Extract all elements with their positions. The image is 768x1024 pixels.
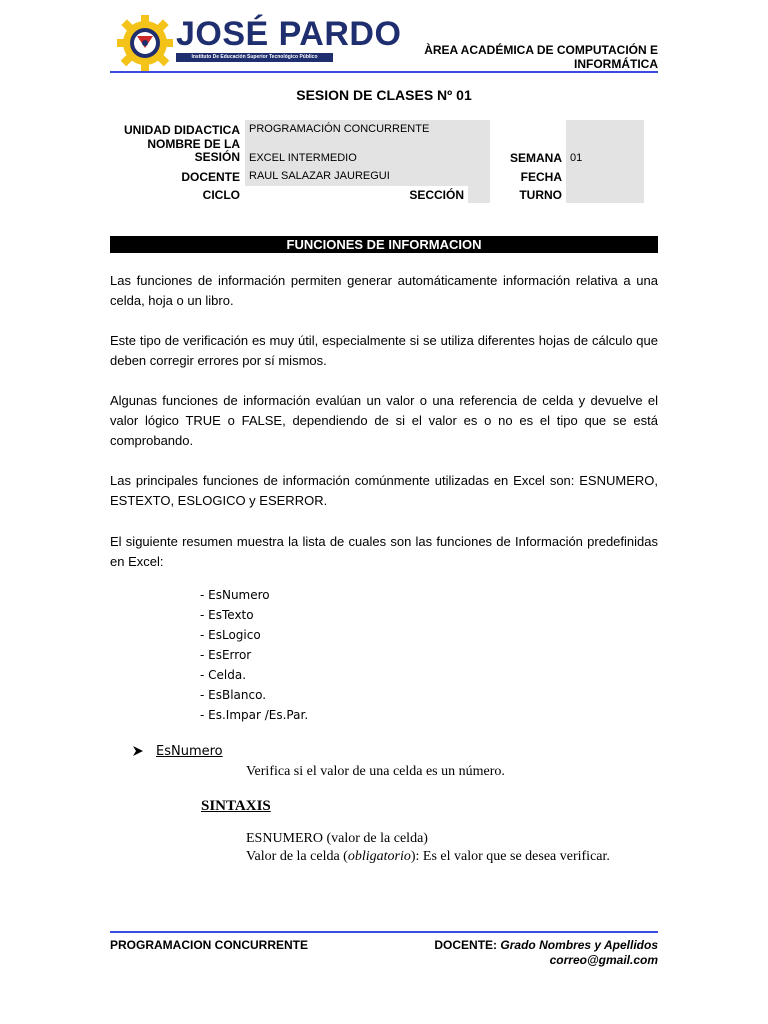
paragraph: Algunas funciones de información evalúan un valor o una referencia de celda y devuelve el valor lógico TRUE o FALSE, dependiendo de si el valor es o no es el tipo que se está comprobando.	[110, 393, 658, 448]
semana-label: SEMANA	[509, 151, 562, 165]
sesion-label-1: NOMBRE DE LA	[147, 137, 240, 151]
footer-email: correo@gmail.com	[549, 953, 658, 967]
list-item: - EsError	[200, 648, 252, 662]
paragraph: Las funciones de información permiten generar automáticamente información relativa a una celda, hoja o un libro.	[110, 273, 658, 308]
logo-subtitle: Instituto De Educación Superior Tecnológico Público	[176, 53, 333, 62]
docente-label: DOCENTE	[181, 170, 240, 184]
turno-label: TURNO	[519, 188, 562, 202]
footer-course: PROGRAMACION CONCURRENTE	[110, 938, 308, 952]
argument-description	[246, 849, 610, 865]
ciclo-label: CICLO	[202, 188, 240, 202]
list-item: - Celda.	[200, 668, 247, 682]
area-line-2: INFORMÁTICA	[574, 57, 658, 71]
footer-docente-value: Grado Nombres y Apellidos	[500, 938, 658, 952]
paragraph: Este tipo de verificación es muy útil, especialmente si se utiliza diferentes hojas de cálculo que deben corregir errores por sí mismos.	[110, 333, 658, 368]
seccion-label: SECCIÓN	[409, 188, 464, 202]
unidad-value: PROGRAMACIÓN CONCURRENTE	[249, 123, 430, 135]
footer-docente-label: DOCENTE:	[434, 938, 498, 952]
unidad-label: UNIDAD DIDACTICA	[124, 123, 240, 137]
sesion-label-2: SESIÓN	[194, 150, 240, 164]
paragraph: Las principales funciones de información comúnmente utilizadas en Excel son: ESNUMERO, ESTEXTO, ESLOGICO y ESERROR.	[110, 473, 658, 508]
paragraph: El siguiente resumen muestra la lista de cuales son las funciones de Información predefinidas en Excel:	[110, 534, 658, 569]
function-list	[200, 585, 308, 725]
esnumero-heading: EsNumero	[156, 744, 223, 759]
syntax-heading: SINTAXIS	[201, 798, 271, 814]
footer-rule	[110, 931, 658, 933]
fecha-label: FECHA	[520, 170, 562, 184]
arrow-bullet-icon	[132, 745, 144, 760]
gear-emblem-icon	[112, 12, 178, 74]
syntax-line: ESNUMERO (valor de la celda)	[246, 831, 428, 846]
arg-required: obligatorio	[347, 849, 411, 864]
list-item: - Es.Impar /Es.Par.	[200, 708, 309, 722]
area-line-1: ÀREA ACADÉMICA DE COMPUTACIÓN E	[424, 43, 658, 57]
list-item: - EsBlanco.	[200, 688, 267, 702]
academic-area	[358, 43, 658, 71]
docente-value: RAUL SALAZAR JAUREGUI	[249, 170, 390, 182]
list-item: - EsTexto	[200, 608, 254, 622]
page-title: SESION DE CLASES Nº 01	[296, 87, 472, 103]
arg-prefix: Valor de la celda (	[246, 849, 348, 864]
sesion-value: EXCEL INTERMEDIO	[249, 152, 357, 164]
ciclo-gap	[245, 186, 268, 203]
list-item: - EsLogico	[200, 628, 261, 642]
esnumero-description: Verifica si el valor de una celda es un número.	[246, 764, 505, 779]
section-heading: FUNCIONES DE INFORMACION	[110, 236, 658, 253]
list-item: - EsNumero	[200, 588, 270, 602]
semana-value: 01	[570, 152, 583, 164]
footer-docente	[434, 938, 658, 968]
header-rule	[110, 71, 658, 73]
logo-wordmark: JOSÉ PARDO	[176, 15, 402, 53]
arg-suffix: ): Es el valor que se desea verificar.	[410, 849, 610, 864]
